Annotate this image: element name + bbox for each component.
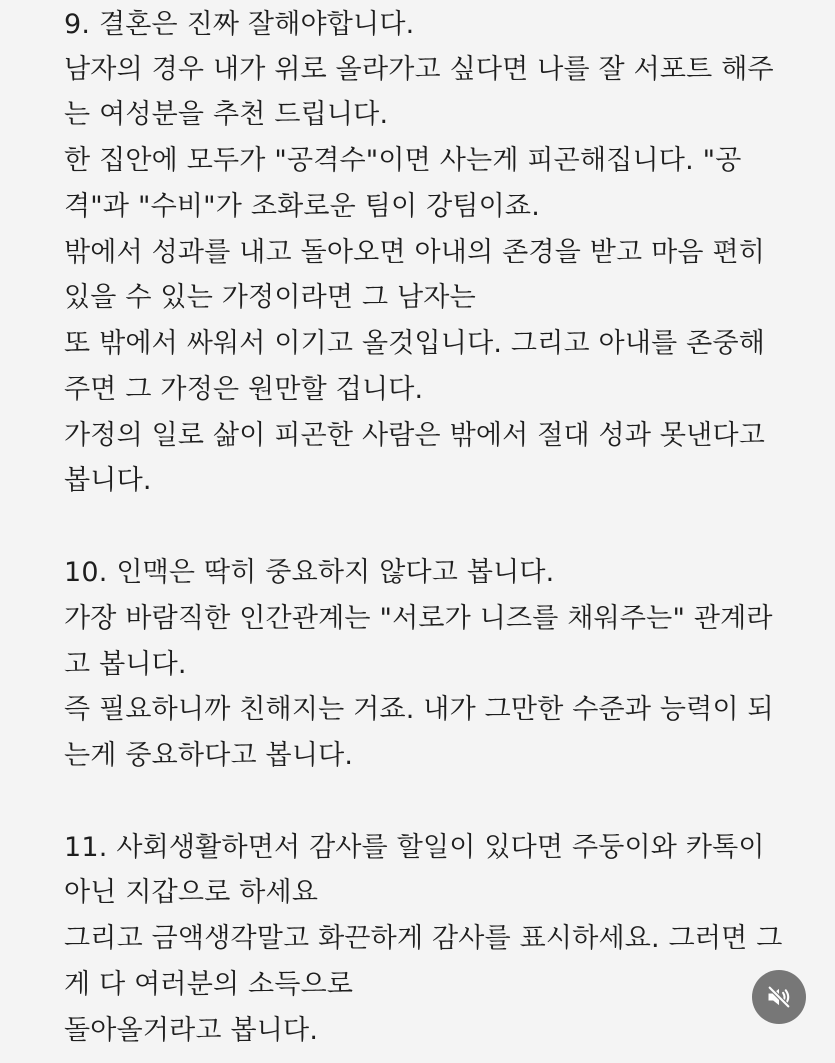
text-line: 는게 중요하다고 봅니다.: [64, 740, 354, 771]
text-line: 9. 결혼은 진짜 잘해야합니다.: [64, 9, 415, 40]
text-line: 한 집안에 모두가 "공격수"이면 사는게 피곤해집니다. "공: [64, 145, 742, 176]
text-line: 게 다 여러분의 소득으로: [64, 969, 354, 1000]
text-line: 가장 바람직한 인간관계는 "서로가 니즈를 채워주는" 관계라: [64, 603, 773, 634]
text-line: 있을 수 있는 가정이라면 그 남자는: [64, 282, 476, 313]
mute-toggle-button[interactable]: [752, 970, 806, 1024]
text-line: 밖에서 성과를 내고 돌아오면 아내의 존경을 받고 마음 편히: [64, 237, 766, 268]
text-line: 11. 사회생활하면서 감사를 할일이 있다면 주둥이와 카톡이: [64, 832, 765, 863]
text-line: 10. 인맥은 딱히 중요하지 않다고 봅니다.: [64, 557, 555, 588]
text-line: 주면 그 가정은 원만할 겁니다.: [64, 374, 424, 405]
text-line: 그리고 금액생각말고 화끈하게 감사를 표시하세요. 그러면 그: [64, 923, 783, 954]
text-line: 는 여성분을 추천 드립니다.: [64, 99, 389, 130]
text-line: 즉 필요하니까 친해지는 거죠. 내가 그만한 수준과 능력이 되: [64, 694, 774, 725]
text-line: 가정의 일로 삶이 피곤한 사람은 밖에서 절대 성과 못낸다고: [64, 420, 766, 451]
text-line: 아닌 지갑으로 하세요: [64, 877, 319, 908]
speaker-muted-icon: [765, 983, 793, 1011]
text-line: 또 밖에서 싸워서 이기고 올것입니다. 그리고 아내를 존중해: [64, 328, 766, 359]
text-line: 돌아올거라고 봅니다.: [64, 1015, 319, 1046]
text-line: 남자의 경우 내가 위로 올라가고 싶다면 나를 잘 서포트 해주: [64, 54, 774, 85]
text-line: 격"과 "수비"가 조화로운 팀이 강팀이죠.: [64, 191, 540, 222]
text-line: 봅니다.: [64, 465, 152, 496]
text-line: 고 봅니다.: [64, 649, 187, 680]
